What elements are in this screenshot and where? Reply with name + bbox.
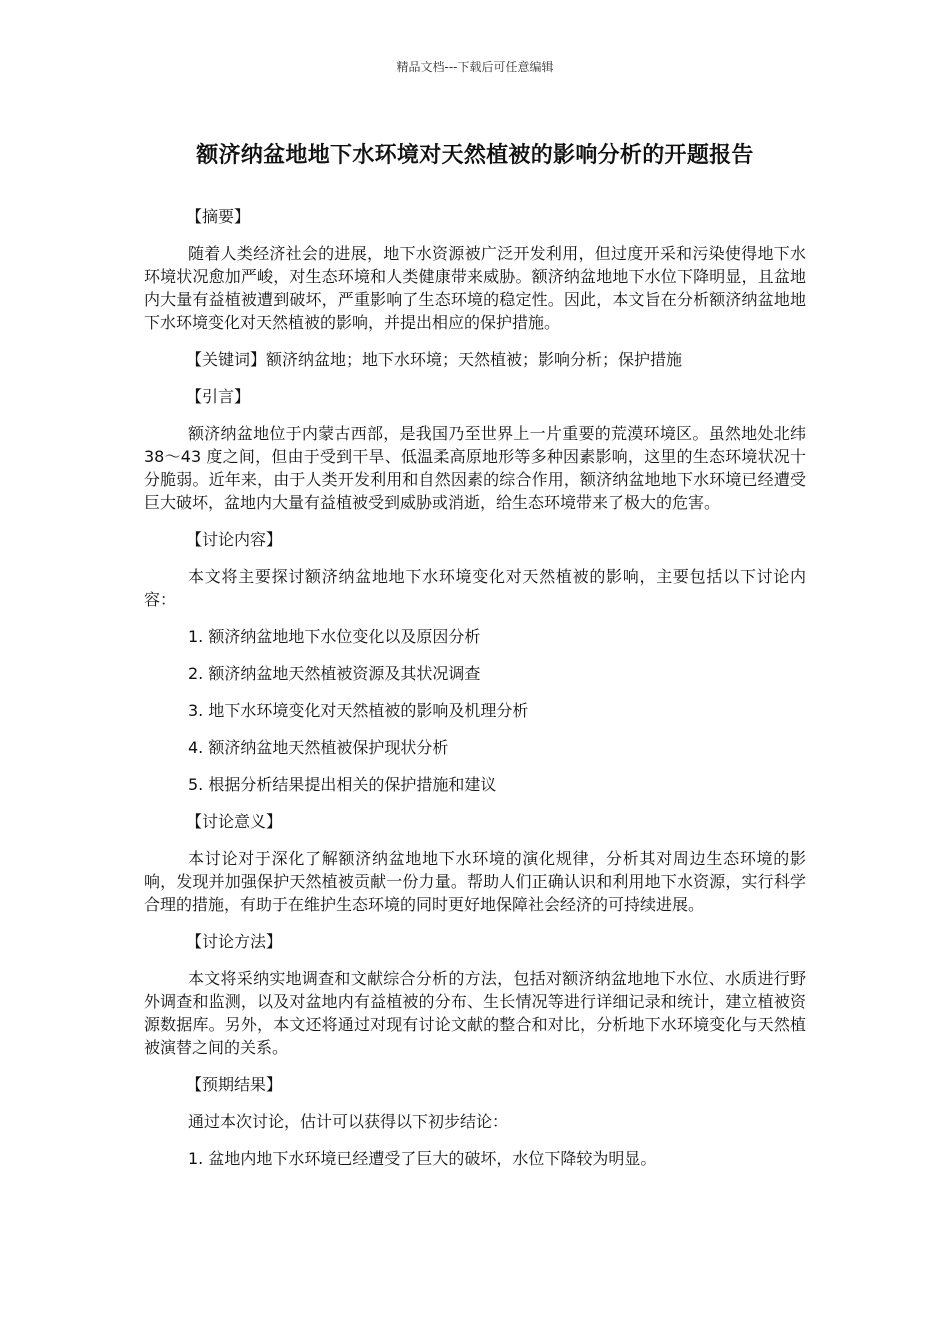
header-note: 精品文档---下载后可任意编辑	[396, 60, 554, 74]
method-heading: 【讨论方法】	[186, 932, 283, 951]
page-title: 额济纳盆地地下水环境对天然植被的影响分析的开题报告	[196, 143, 754, 168]
results-intro: 通过本次讨论，估计可以获得以下初步结论：	[188, 1112, 509, 1131]
content-paragraph: 本文将主要探讨额济纳盆地地下水环境变化对天然植被的影响，主要包括以下讨论内容：	[144, 567, 806, 609]
method-paragraph: 本文将采纳实地调查和文献综合分析的方法，包括对额济纳盆地地下水位、水质进行野外调查和监测，以及对盆地内有益植被的分布、生长情况等进行详细记录和统计，建立植被资源数据库。另外，本文还将通过对现有讨论文献的整合和对比，分析地下水环境变化与天然植被演替之间的关系。	[144, 969, 806, 1057]
intro-heading: 【引言】	[186, 387, 251, 406]
document-body	[144, 205, 806, 1184]
significance-paragraph: 本讨论对于深化了解额济纳盆地地下水环境的演化规律，分析其对周边生态环境的影响，发现并加强保护天然植被贡献一份力量。帮助人们正确认识和利用地下水资源，实行科学合理的措施，有助于在维护生态环境的同时更好地保障社会经济的可持续进展。	[144, 849, 806, 914]
content-list-item-2: 2. 额济纳盆地天然植被资源及其状况调查	[188, 664, 481, 683]
content-heading: 【讨论内容】	[186, 530, 283, 549]
content-list-item-5: 5. 根据分析结果提出相关的保护措施和建议	[188, 775, 497, 794]
results-heading: 【预期结果】	[186, 1075, 283, 1094]
abstract-paragraph: 随着人类经济社会的进展，地下水资源被广泛开发利用，但过度开采和污染使得地下水环境状况愈加严峻，对生态环境和人类健康带来威胁。额济纳盆地地下水位下降明显，且盆地内大量有益植被遭到破坏，严重影响了生态环境的稳定性。因此，本文旨在分析额济纳盆地地下水环境变化对天然植被的影响，并提出相应的保护措施。	[144, 244, 806, 332]
keywords-line: 【关键词】额济纳盆地；地下水环境；天然植被；影响分析；保护措施	[186, 350, 683, 369]
abstract-heading: 【摘要】	[186, 207, 251, 226]
significance-heading: 【讨论意义】	[186, 812, 283, 831]
content-list-item-3: 3. 地下水环境变化对天然植被的影响及机理分析	[188, 701, 529, 720]
results-list-item-1: 1. 盆地内地下水环境已经遭受了巨大的破坏，水位下降较为明显。	[188, 1149, 657, 1168]
intro-paragraph: 额济纳盆地位于内蒙古西部，是我国乃至世界上一片重要的荒漠环境区。虽然地处北纬 38～43 度之间，但由于受到干旱、低温柔高原地形等多种因素影响，这里的生态环境状况十分脆弱。近年来，由于人类开发利用和自然因素的综合作用，额济纳盆地地下水环境已经遭受巨大破坏，盆地内大量有益植被受到威胁或消逝，给生态环境带来了极大的危害。	[144, 424, 806, 512]
content-list-item-1: 1. 额济纳盆地地下水位变化以及原因分析	[188, 627, 481, 646]
content-list-item-4: 4. 额济纳盆地天然植被保护现状分析	[188, 738, 449, 757]
